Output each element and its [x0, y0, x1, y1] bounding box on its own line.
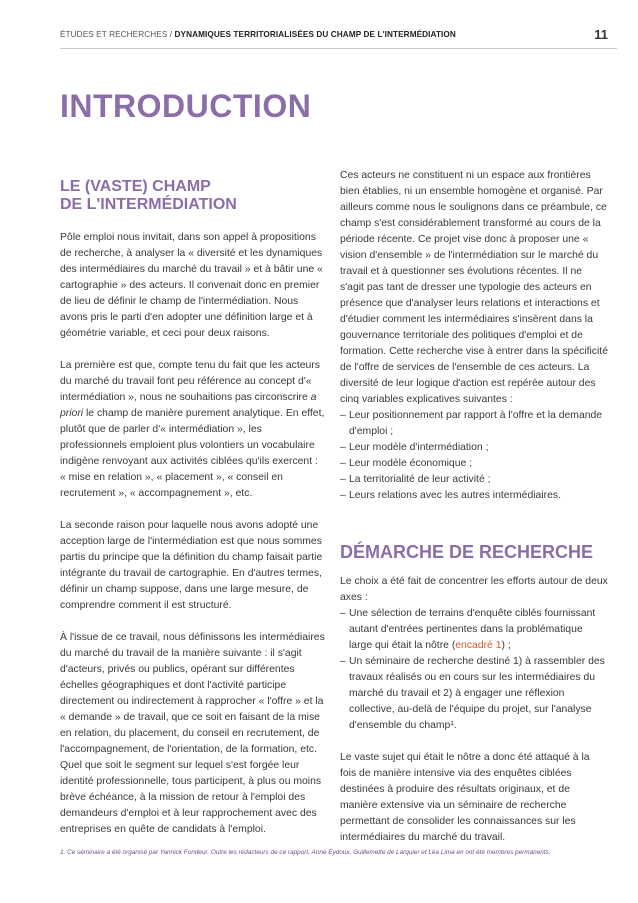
header-title: DYNAMIQUES TERRITORIALISÉES DU CHAMP DE L'INTERMÉDIATION	[174, 30, 456, 39]
list-item	[340, 440, 608, 456]
paragraph: Le vaste sujet qui était le nôtre a donc été attaqué à la fois de manière intensive via des enquêtes ciblées destinées à produire des résultats originaux, et de manière extensive via un séminaire de recherche permettant de consolider les connaissances sur les intermédiaires du marché du travail.	[340, 752, 590, 843]
encadre-link[interactable]: encadré 1	[455, 640, 502, 651]
text-run: le champ de manière purement analytique. En effet, plutôt que de parler d'« intermédiation », les professionnels emploient plus volontiers un vocabulaire indigène renvoyant aux activités ciblées qu'ils exercent : « mise en relation », « placement », « conseil en recrutement », « accompagnement », etc.	[60, 408, 325, 499]
list-item	[340, 472, 608, 488]
emphasis-text: a priori	[60, 392, 317, 419]
paragraph: La seconde raison pour laquelle nous avons adopté une acception large de l'intermédiation est que nous sommes partis du principe que la définition du champ faisait partie intégrante du travail de cartographie. En d'autres termes, définir un champ suppose, dans une large mesure, de comprendre comment il est structuré.	[60, 520, 323, 611]
header-series: ÉTUDES ET RECHERCHES /	[60, 30, 175, 39]
text-run: Ces acteurs ne constituent ni un espace aux frontières bien établies, ni un ensemble homogène et organisé. Par ailleurs comme nous le soulignons dans ce préambule, ce champ s'est considérablement transformé au cours de la période récente. Ce projet vise donc à proposer une « vision d'ensemble » de l'intermédiation sur le marché du travail et à questionner ses évolutions récentes. Il ne s'agit pas tant de dresser une typologie des acteurs en présence que d'analyser leurs relations et interactions et d'étudier comment les intermédiaires s'insèrent dans la gouvernance territoriale des politiques d'emploi et de formation. Cette recherche vise à entrer dans la spécificité de l'offre de services de l'ensemble de ces acteurs. La diversité de leur logique d'action est repérée autour des cinq variables explicatives suivantes :	[340, 170, 608, 405]
list-item-text: La territorialité de leur activité ;	[349, 474, 491, 485]
text-run: La première est que, compte tenu du fait que les acteurs du marché du travail font peu référence au concept d'« intermédiation », nous ne souhaitions pas circonscrire	[60, 360, 320, 403]
heading-line-1: LE (VASTE) CHAMP	[60, 178, 211, 195]
list-item-text: Leur modèle d'intermédiation ;	[349, 442, 489, 453]
section-heading-demarche: DÉMARCHE DE RECHERCHE	[340, 542, 594, 562]
section-heading-champ	[60, 178, 326, 214]
list-item-text: Leur modèle économique ;	[349, 458, 473, 469]
bullet-dash: –	[340, 656, 346, 667]
list-item-text: Un séminaire de recherche destiné 1) à rassembler des travaux réalisés ou en cours sur les intermédiaires du marché du travail et 2) à engager une réflexion collective, au-delà de l'équipe du projet, sur l'analyse d'ensemble du champ¹.	[349, 656, 605, 731]
right-column	[340, 168, 608, 862]
list-item	[340, 488, 608, 504]
bullet-dash: –	[340, 474, 346, 485]
page-number: 11	[594, 27, 608, 42]
paragraph: À l'issue de ce travail, nous définissons les intermédiaires du marché du travail de la manière suivante : il s'agit d'acteurs, privés ou publics, opérant sur différentes échelles géographiques et dont l'activité participe directement ou indirectement à rapprocher « l'offre » et la « demande » de travail, que ce soit en faisant de la mise en relation, du placement, du conseil en recrutement, de l'accompagnement, de l'orientation, de la formation, etc. Quel que soit le segment sur lequel s'est forgée leur identité professionnelle, tous participent, à plus ou moins brève échéance, à la mission de retour à l'emploi des demandeurs d'emploi et à leur rapprochement avec des entreprises en quête de candidats à l'emploi.	[60, 632, 325, 835]
text-run: Une sélection de terrains d'enquête ciblés fournissant autant d'entrées pertinentes dans la problématique large qui était la nôtre (	[349, 608, 596, 651]
list-item	[340, 408, 608, 440]
variables-list	[340, 408, 608, 504]
list-item-text: Leurs relations avec les autres intermédiaires.	[349, 490, 561, 501]
bullet-dash: –	[340, 442, 346, 453]
paragraph: Pôle emploi nous invitait, dans son appel à propositions de recherche, à analyser la « diversité et les dynamiques des intermédiaires du marché du travail » et à bâtir une « cartographie » des acteurs. Il convenait donc en premier de lieu de définir le champ de l'intermédiation. Nous avons pris le parti d'en adopter une définition large et à géométrie variable, et ceci pour deux raisons.	[60, 232, 323, 339]
header-divider	[60, 48, 617, 49]
bullet-dash: –	[340, 490, 346, 501]
bullet-dash: –	[340, 608, 346, 619]
spacer	[340, 520, 608, 542]
footnote: 1. Ce séminaire a été organisé par Yannick Fondeur. Outre les rédacteurs de ce rapport, Anne Eydoux, Guillemette de Larquier et Léa Lima en ont été membres permanents.	[60, 849, 551, 856]
bullet-dash: –	[340, 410, 346, 421]
paragraph	[60, 358, 326, 502]
list-item	[340, 456, 608, 472]
paragraph: Le choix a été fait de concentrer les efforts autour de deux axes :	[340, 576, 608, 603]
list-item	[340, 654, 608, 734]
left-column	[60, 178, 326, 854]
page-title: INTRODUCTION	[60, 88, 312, 124]
bullet-dash: –	[340, 458, 346, 469]
text-run: ) ;	[501, 640, 511, 651]
list-item	[340, 606, 608, 654]
heading-line-2: DE L'INTERMÉDIATION	[60, 196, 237, 213]
list-item-text: Leur positionnement par rapport à l'offre et la demande d'emploi ;	[349, 410, 603, 437]
paragraph	[340, 168, 608, 408]
axes-list	[340, 606, 608, 734]
running-header	[60, 30, 580, 39]
